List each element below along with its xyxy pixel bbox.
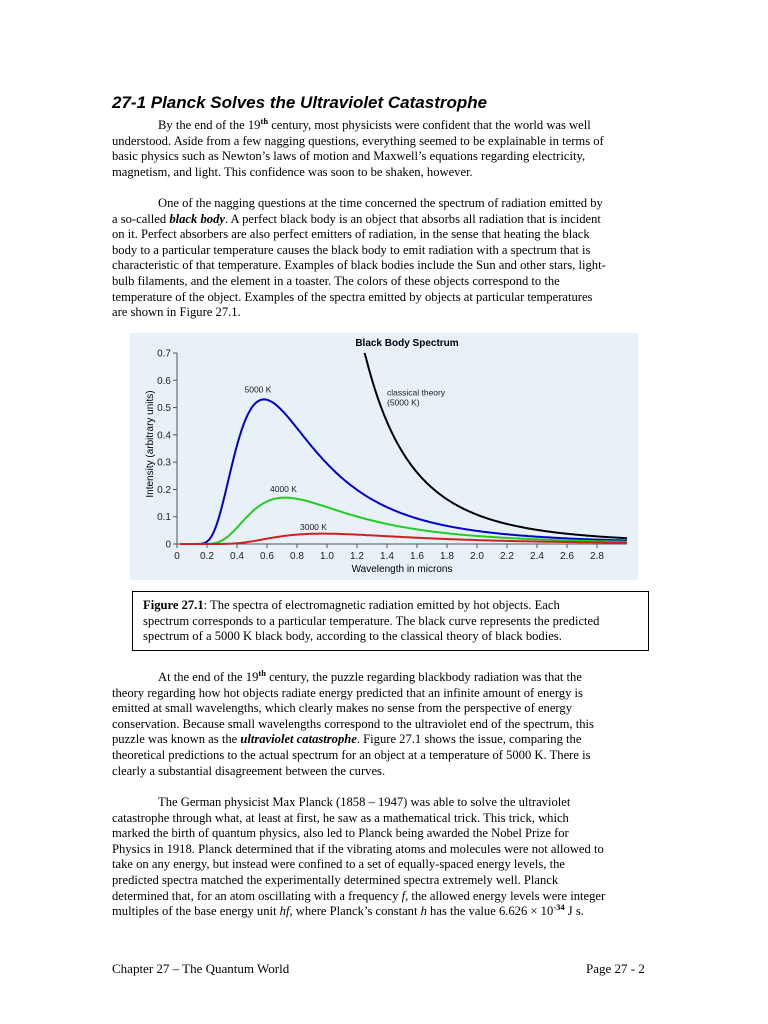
x-tick-label: 2.0 bbox=[470, 551, 484, 562]
paragraph-line: By the end of the 19th century, most physicists were confident that the world was well bbox=[158, 116, 591, 132]
paragraph-line: At the end of the 19th century, the puzzle regarding blackbody radiation was that the bbox=[158, 668, 582, 684]
y-tick-label: 0.5 bbox=[157, 403, 171, 415]
x-tick-label: 1.6 bbox=[410, 551, 424, 562]
paragraph-line: on it. Perfect absorbers are also perfect emitters of radiation, in the sense that heating the black bbox=[112, 227, 590, 242]
caption-line: spectrum corresponds to a particular temperature. The black curve represents the predicted bbox=[143, 613, 600, 628]
y-tick-label: 0 bbox=[165, 539, 171, 551]
y-tick-label: 0.4 bbox=[157, 430, 171, 442]
footer-chapter: Chapter 27 – The Quantum World bbox=[112, 961, 290, 976]
chart-svg bbox=[130, 333, 638, 580]
y-tick-label: 0.2 bbox=[157, 484, 171, 496]
paragraph-4 bbox=[112, 795, 660, 920]
paragraph-line: multiples of the base energy unit hf, where Planck’s constant h has the value $6.626 \times 10^{-34}$ J s. bbox=[112, 902, 584, 919]
figure-caption bbox=[143, 598, 638, 645]
x-tick-label: 1.8 bbox=[440, 551, 454, 562]
paragraph-line: bulb filaments, and the element in a toaster. The colors of these objects correspond to the bbox=[112, 273, 560, 288]
x-tick-label: 0.4 bbox=[230, 551, 244, 562]
paragraph-line: magnetism, and light. This confidence was soon to be shaken, however. bbox=[112, 164, 473, 179]
series-label: (5000 K) bbox=[387, 397, 420, 408]
paragraph-line: basic physics such as Newton’s laws of motion and Maxwell’s equations regarding electricity, bbox=[112, 149, 586, 164]
paragraph-2 bbox=[112, 196, 660, 321]
x-tick-label: 2.2 bbox=[500, 551, 514, 562]
paragraph-line: are shown in Figure 27.1. bbox=[112, 305, 241, 320]
chart-title: Black Body Spectrum bbox=[355, 338, 459, 349]
x-tick-label: 1.0 bbox=[320, 551, 334, 562]
paragraph-line: One of the nagging questions at the time concerned the spectrum of radiation emitted by bbox=[158, 196, 603, 210]
y-tick-label: 0.7 bbox=[157, 348, 171, 360]
y-tick-label: 0.3 bbox=[157, 457, 171, 469]
paragraph-line: understood. Aside from a few nagging questions, everything seemed to be explainable in terms of bbox=[112, 133, 604, 148]
series-label: 3000 K bbox=[300, 521, 327, 532]
paragraph-line: puzzle was known as the ultraviolet catastrophe. Figure 27.1 shows the issue, comparing the bbox=[112, 732, 582, 747]
y-tick-label: 0.6 bbox=[157, 375, 171, 387]
paragraph-line: predicted spectra matched the experimentally determined spectra extremely well. Planck bbox=[112, 872, 559, 887]
x-tick-label: 0.8 bbox=[290, 551, 304, 562]
x-tick-label: 0 bbox=[174, 551, 180, 562]
paragraph-line: marked the birth of quantum physics, also led to Planck being awarded the Nobel Prize for bbox=[112, 826, 569, 841]
figure-label: Figure 27.1 bbox=[143, 598, 204, 612]
x-tick-label: 0.2 bbox=[200, 551, 214, 562]
series-label: 4000 K bbox=[270, 484, 297, 495]
series-label: classical theory bbox=[387, 387, 446, 398]
paragraph-3 bbox=[112, 670, 660, 779]
footer-page-number: Page 27 - 2 bbox=[586, 961, 645, 976]
paragraph-line: determined that, for an atom oscillating with a frequency f, the allowed energy levels were integer bbox=[112, 888, 606, 903]
paragraph-line: take on any energy, but instead were confined to a set of equally-spaced energy levels, the bbox=[112, 857, 565, 872]
y-tick-label: 0.1 bbox=[157, 512, 171, 524]
x-tick-label: 2.6 bbox=[560, 551, 574, 562]
paragraph-line: a so-called black body. A perfect black body is an object that absorbs all radiation that is incident bbox=[112, 211, 601, 226]
figure-caption-box bbox=[132, 591, 649, 651]
term-black-body: black body bbox=[169, 211, 225, 226]
paragraph-line: The German physicist Max Planck (1858 – 1947) was able to solve the ultraviolet bbox=[158, 795, 571, 809]
paragraph-line: emitted at small wavelengths, which clearly makes no sense from the perspective of energy bbox=[112, 701, 572, 716]
paragraph-line: theory regarding how hot objects radiate energy predicted that an infinite amount of energy is bbox=[112, 685, 583, 700]
section-title: 27-1 Planck Solves the Ultraviolet Catastrophe bbox=[112, 93, 488, 112]
x-tick-label: 1.2 bbox=[350, 551, 364, 562]
series-label: 5000 K bbox=[244, 384, 272, 395]
chart-ylabel: Intensity (arbitrary units) bbox=[145, 390, 156, 498]
term-ultraviolet-catastrophe: ultraviolet catastrophe bbox=[240, 732, 357, 747]
paragraph-line: body to a particular temperature causes the black body to emit radiation with a spectrum that is bbox=[112, 242, 591, 257]
paragraph-line: temperature of the object. Examples of the spectra emitted by objects at particular temperatures bbox=[112, 289, 593, 304]
paragraph-line: characteristic of that temperature. Examples of black bodies include the Sun and other stars, light- bbox=[112, 258, 606, 273]
caption-line: Figure 27.1: The spectra of electromagnetic radiation emitted by hot objects. Each bbox=[143, 598, 560, 612]
paragraph-line: Physics in 1918. Planck determined that if the vibrating atoms and molecules were not allowed to bbox=[112, 841, 604, 856]
chart-xlabel: Wavelength in microns bbox=[351, 564, 453, 575]
x-tick-label: 2.8 bbox=[590, 551, 604, 562]
paragraph-line: catastrophe through what, at least at first, he saw as a mathematical trick. This trick, which bbox=[112, 810, 569, 825]
paragraph-line: theoretical predictions to the actual spectrum for an object at a temperature of 5000 K. There is bbox=[112, 747, 591, 762]
x-tick-label: 1.4 bbox=[380, 551, 394, 562]
x-tick-label: 0.6 bbox=[260, 551, 274, 562]
caption-line: spectrum of a 5000 K black body, according to the classical theory of black bodies. bbox=[143, 629, 562, 644]
x-tick-label: 2.4 bbox=[530, 551, 544, 562]
black-body-chart bbox=[130, 333, 638, 580]
paragraph-line: conservation. Because small wavelengths correspond to the ultraviolet end of the spectrum, this bbox=[112, 716, 594, 731]
paragraph-1 bbox=[112, 118, 660, 180]
paragraph-line: clearly a substantial disagreement between the curves. bbox=[112, 763, 386, 778]
